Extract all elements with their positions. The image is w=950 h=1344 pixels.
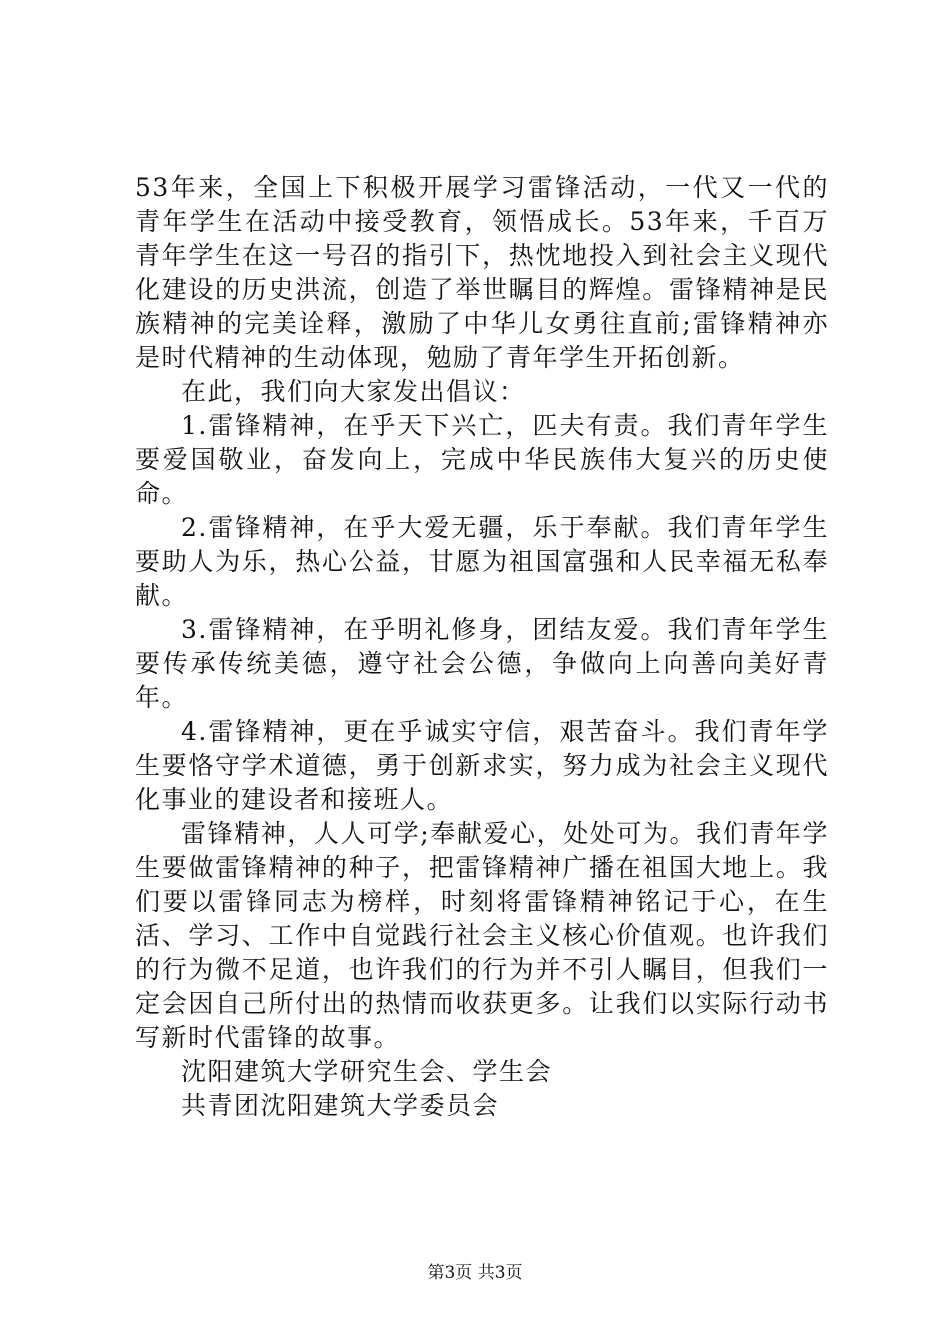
proposal-item-1: 1.雷锋精神，在乎天下兴亡，匹夫有责。我们青年学生要爱国敬业，奋发向上，完成中华民族伟大复兴的历史使命。 — [135, 411, 829, 508]
intro-paragraph: 53年来，全国上下积极开展学习雷锋活动，一代又一代的青年学生在活动中接受教育，领悟成长。53年来，千百万青年学生在这一号召的指引下，热忱地投入到社会主义现代化建设的历史洪流，创造了举世瞩目的辉煌。雷锋精神是民族精神的完美诠释，激励了中华儿女勇往直前;雷锋精神亦是时代精神的生动体现，勉励了青年学生开拓创新。 — [135, 173, 829, 372]
proposal-item-4: 4.雷锋精神，更在乎诚实守信，艰苦奋斗。我们青年学生要恪守学术道德，勇于创新求实，努力成为社会主义现代化事业的建设者和接班人。 — [135, 717, 829, 814]
signature-student-union: 沈阳建筑大学研究生会、学生会 — [181, 1057, 553, 1086]
proposal-item-3: 3.雷锋精神，在乎明礼修身，团结友爱。我们青年学生要传承传统美德，遵守社会公德，争做向上向善向美好青年。 — [135, 615, 829, 712]
page-number-footer: 第3页 共3页 — [427, 1263, 523, 1283]
document-body — [135, 171, 829, 1123]
proposal-item-2: 2.雷锋精神，在乎大爱无疆，乐于奉献。我们青年学生要助人为乐，热心公益，甘愿为祖国富强和人民幸福无私奉献。 — [135, 513, 829, 610]
proposal-intro: 在此，我们向大家发出倡议： — [181, 377, 526, 406]
conclusion-paragraph: 雷锋精神，人人可学;奉献爱心，处处可为。我们青年学生要做雷锋精神的种子，把雷锋精神广播在祖国大地上。我们要以雷锋同志为榜样，时刻将雷锋精神铭记于心，在生活、学习、工作中自觉践行社会主义核心价值观。也许我们的行为微不足道，也许我们的行为并不引人瞩目，但我们一定会因自己所付出的热情而收获更多。让我们以实际行动书写新时代雷锋的故事。 — [135, 819, 829, 1052]
signature-youth-league: 共青团沈阳建筑大学委员会 — [181, 1091, 500, 1120]
